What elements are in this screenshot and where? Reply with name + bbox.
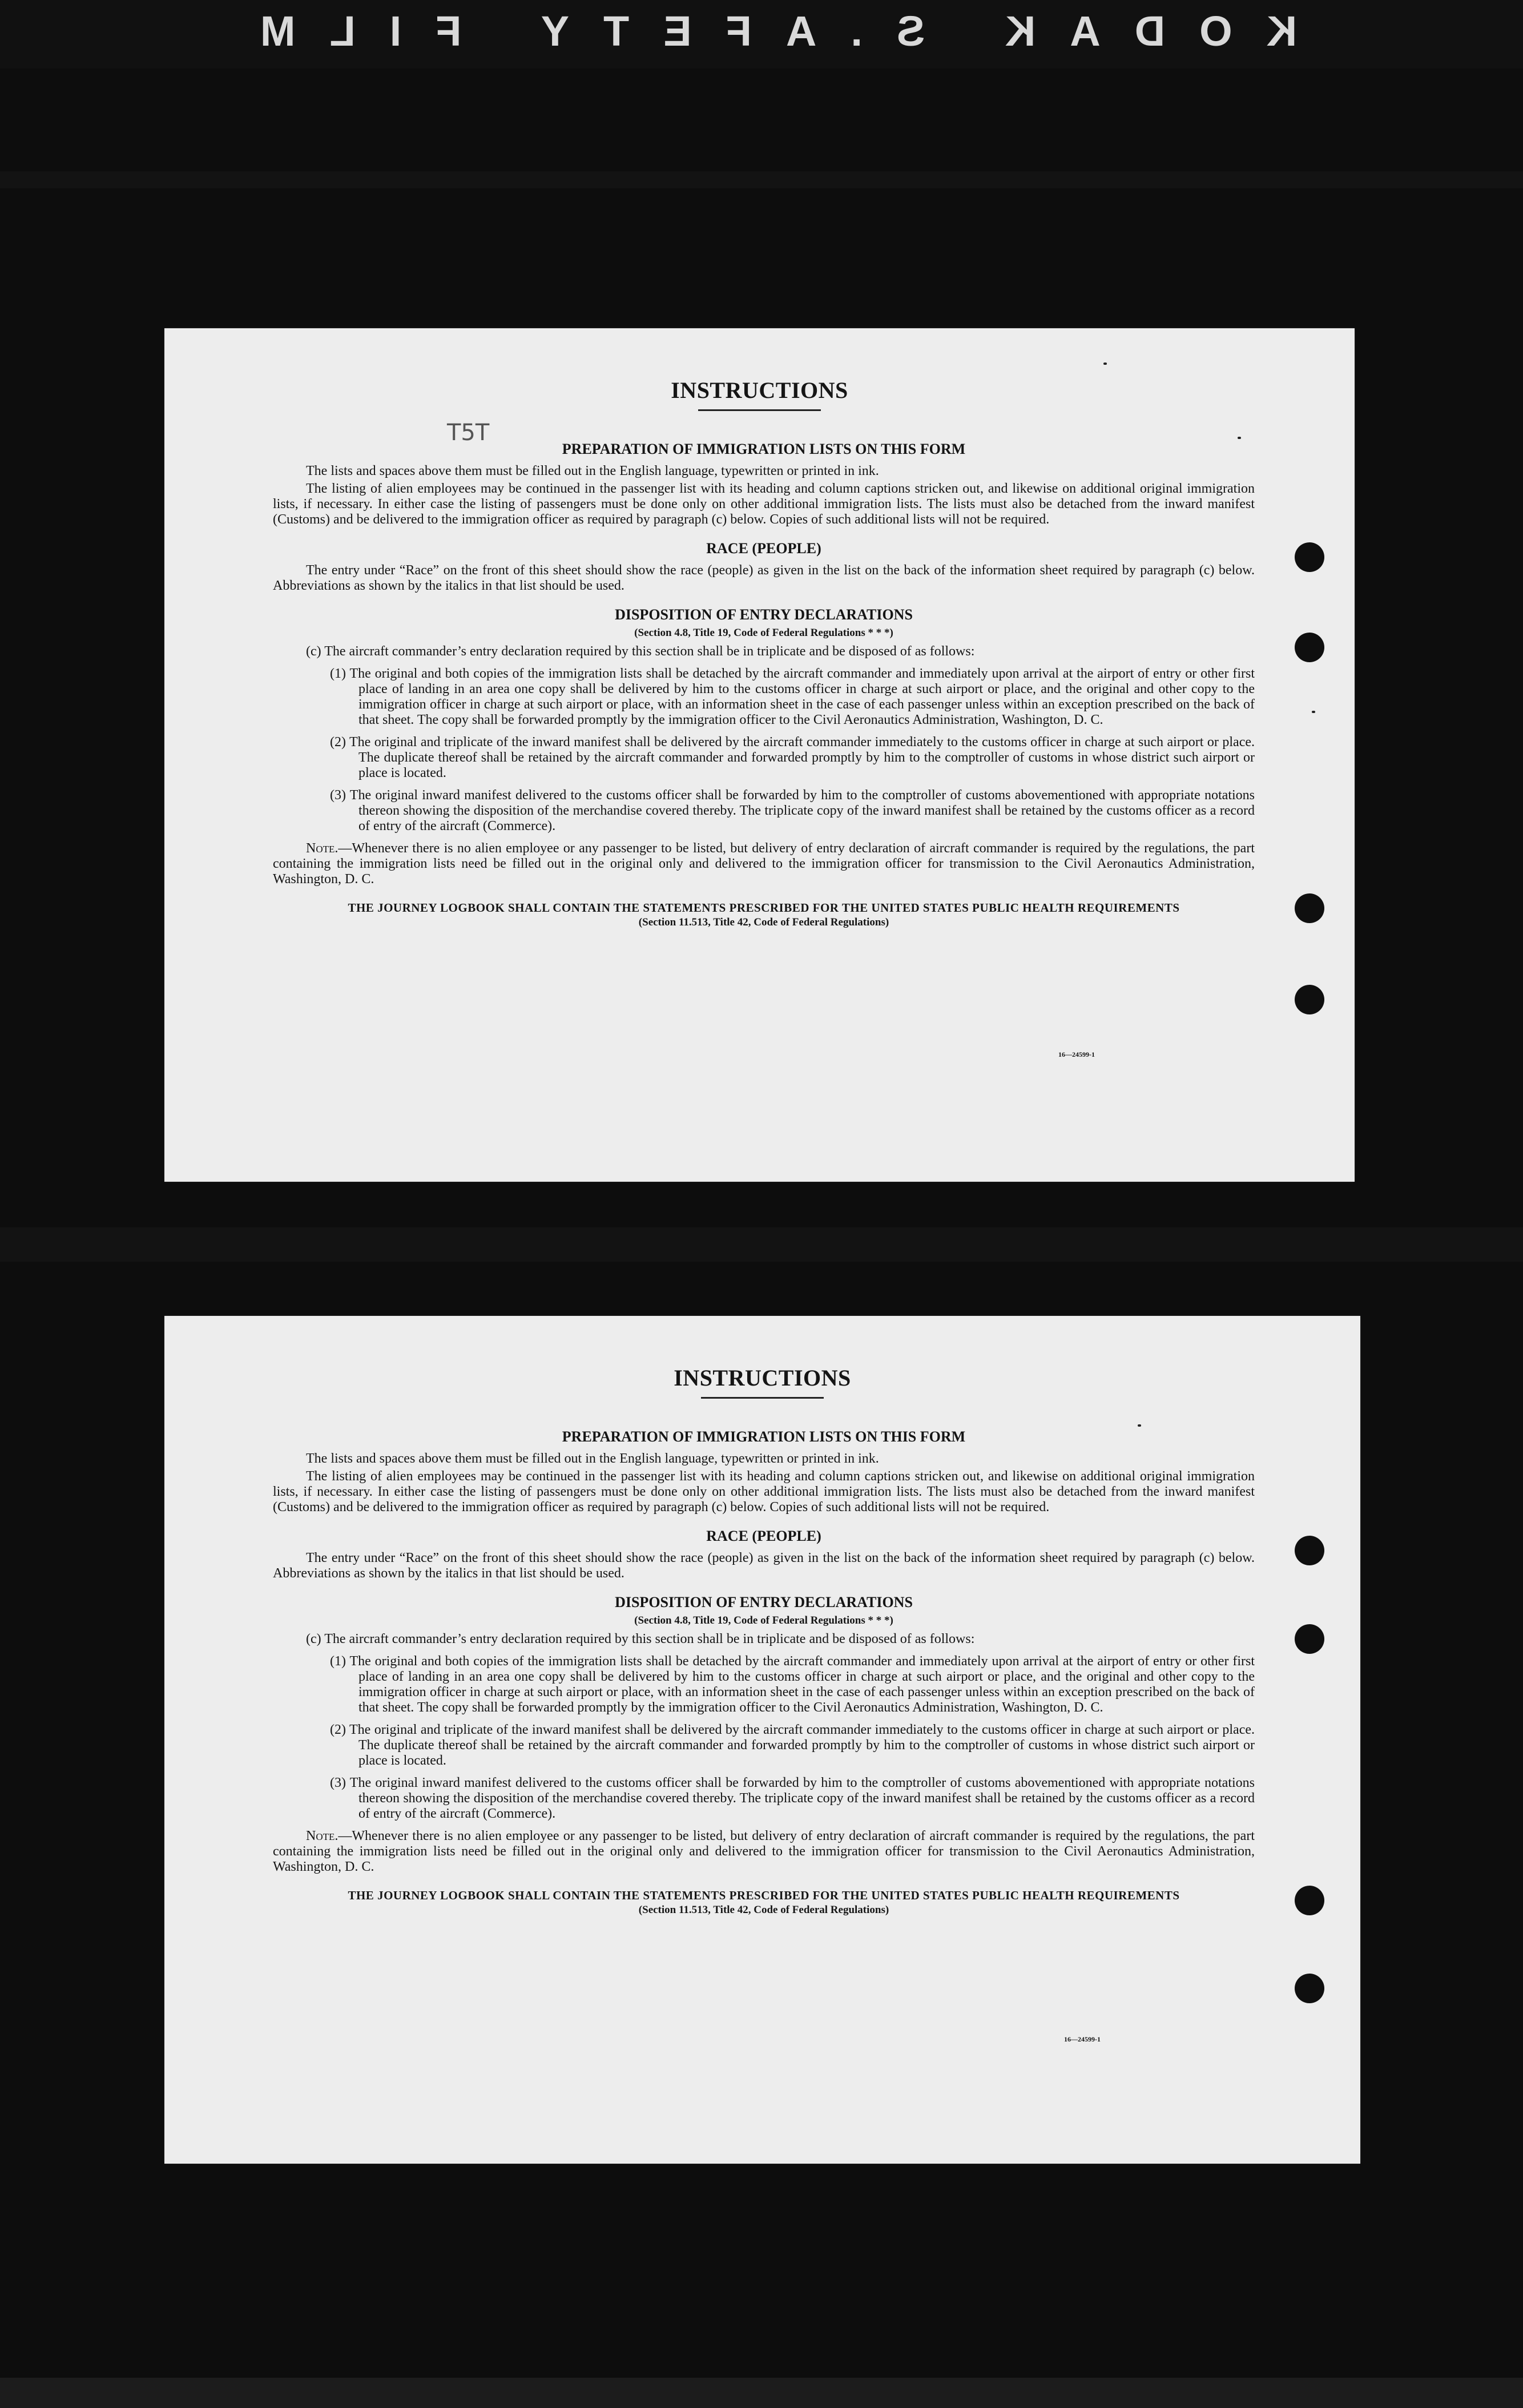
paragraph: The lists and spaces above them must be filled out in the English language, typewritten or printed in ink. — [306, 1451, 879, 1466]
section-heading-race: RACE (PEOPLE) — [706, 540, 821, 557]
form-number: 16—24599-1 — [1058, 1050, 1095, 1058]
final-citation: (Section 11.513, Title 42, Code of Federal Regulations) — [638, 1904, 889, 1916]
final-statement: THE JOURNEY LOGBOOK SHALL CONTAIN THE STATEMENTS PRESCRIBED FOR THE UNITED STATES PUBLIC HEALTH REQUIREMENTS — [348, 1888, 1180, 1902]
note-text: —Whenever there is no alien employee or any passenger to be listed, but delivery of entry declaration of aircraft commander is required by the regulations, the part containing the immigration lists need be filled out in the original only and delivered to the immigration officer for transmission to the Civil Aeronautics Administration, Washington, D. C. — [273, 1829, 1255, 1874]
scan-band — [0, 171, 1523, 188]
punch-hole — [1295, 1974, 1324, 2003]
document-page-bottom — [164, 1316, 1360, 2164]
citation: (Section 4.8, Title 19, Code of Federal Regulations * * *) — [634, 627, 893, 639]
paragraph: The listing of alien employees may be continued in the passenger list with its heading and column captions stricken out, and likewise on additional original immigration lists, if necessary. In either case the listing of passengers must be done only on other additional immigration lists. The lists must also be detached from the inward manifest (Customs) and be delivered to the immigration officer as required by paragraph (c) below. Copies of such additional lists will not be required. — [273, 481, 1255, 527]
speck — [1312, 711, 1315, 713]
instructions-body — [273, 428, 1255, 929]
paragraph: (c) The aircraft commander’s entry declaration required by this section shall be in triplicate and be disposed of as follows: — [306, 1632, 975, 1646]
film-edge-bottom — [0, 2378, 1523, 2408]
note-label: Note. — [306, 1829, 339, 1843]
paragraph: The entry under “Race” on the front of this sheet should show the race (people) as given in the list on the back of the information sheet required by paragraph (c) below. Abbreviations as shown by the italics in that list should be used. — [273, 1551, 1255, 1581]
speck — [1103, 363, 1107, 365]
paragraph: (c) The aircraft commander’s entry declaration required by this section shall be in triplicate and be disposed of as follows: — [306, 644, 975, 659]
citation: (Section 4.8, Title 19, Code of Federal Regulations * * *) — [634, 1614, 893, 1626]
paragraph: The listing of alien employees may be continued in the passenger list with its heading and column captions stricken out, and likewise on additional original immigration lists, if necessary. In either case the listing of passengers must be done only on other additional immigration lists. The lists must also be detached from the inward manifest (Customs) and be delivered to the immigration officer as required by paragraph (c) below. Copies of such additional lists will not be required. — [273, 1469, 1255, 1515]
instructions-body — [273, 1416, 1255, 1916]
paragraph: The entry under “Race” on the front of this sheet should show the race (people) as given in the list on the back of the information sheet required by paragraph (c) below. Abbreviations as shown by the italics in that list should be used. — [273, 563, 1255, 593]
punch-hole — [1295, 1624, 1324, 1654]
speck — [1238, 437, 1241, 439]
pencil-annotation: T5T — [447, 420, 490, 446]
list-item: (1) The original and both copies of the immigration lists shall be detached by the aircraft commander and immediately upon arrival at the airport of entry or other first place of landing in an area one copy shall be delivered by him to the customs officer in charge at such airport or place, and the original and other copy to the immigration officer in charge at such airport or place, with an information sheet in the case of each passenger unless within an exception prescribed on the back of that sheet. The copy shall be forwarded promptly by the immigration officer to the Civil Aeronautics Administration, Washington, D. C. — [330, 1654, 1255, 1715]
final-statement: THE JOURNEY LOGBOOK SHALL CONTAIN THE STATEMENTS PRESCRIBED FOR THE UNITED STATES PUBLIC HEALTH REQUIREMENTS — [348, 901, 1180, 915]
page-title: INSTRUCTIONS — [674, 1365, 851, 1391]
section-heading-disposition: DISPOSITION OF ENTRY DECLARATIONS — [615, 606, 913, 623]
film-edge-text: KODAK S.AFETY FILM — [225, 7, 1298, 55]
punch-hole — [1295, 633, 1324, 662]
speck — [1138, 1424, 1141, 1427]
note-text: —Whenever there is no alien employee or any passenger to be listed, but delivery of entry declaration of aircraft commander is required by the regulations, the part containing the immigration lists need be filled out in the original only and delivered to the immigration officer for transmission to the Civil Aeronautics Administration, Washington, D. C. — [273, 841, 1255, 887]
document-page-top — [164, 328, 1355, 1182]
final-citation: (Section 11.513, Title 42, Code of Federal Regulations) — [638, 916, 889, 928]
list-item: (3) The original inward manifest delivered to the customs officer shall be forwarded by him to the comptroller of customs abovementioned with appropriate notations thereon showing the disposition of the merchandise covered thereby. The triplicate copy of the inward manifest shall be retained by the customs officer as a record of entry of the aircraft (Commerce). — [330, 788, 1255, 833]
punch-hole — [1295, 1536, 1324, 1565]
punch-hole — [1295, 1886, 1324, 1915]
film-edge — [0, 0, 1523, 69]
title-underline — [701, 1397, 824, 1399]
list-item: (3) The original inward manifest delivered to the customs officer shall be forwarded by him to the comptroller of customs abovementioned with appropriate notations thereon showing the disposition of the merchandise covered thereby. The triplicate copy of the inward manifest shall be retained by the customs officer as a record of entry of the aircraft (Commerce). — [330, 1775, 1255, 1821]
list-item: (2) The original and triplicate of the inward manifest shall be delivered by the aircraft commander immediately to the customs officer in charge at such airport or place. The duplicate thereof shall be retained by the aircraft commander and forwarded promptly by him to the comptroller of customs in whose district such airport or place is located. — [330, 735, 1255, 780]
paragraph: The lists and spaces above them must be filled out in the English language, typewritten or printed in ink. — [306, 464, 879, 478]
list-item: (2) The original and triplicate of the inward manifest shall be delivered by the aircraft commander immediately to the customs officer in charge at such airport or place. The duplicate thereof shall be retained by the aircraft commander and forwarded promptly by him to the comptroller of customs in whose district such airport or place is located. — [330, 1722, 1255, 1768]
form-number: 16—24599-1 — [1064, 2035, 1101, 2043]
note-paragraph — [273, 841, 1255, 887]
list-item: (1) The original and both copies of the immigration lists shall be detached by the aircraft commander and immediately upon arrival at the airport of entry or other first place of landing in an area one copy shall be delivered by him to the customs officer in charge at such airport or place, and the original and other copy to the immigration officer in charge at such airport or place, with an information sheet in the case of each passenger unless within an exception prescribed on the back of that sheet. The copy shall be forwarded promptly by the immigration officer to the Civil Aeronautics Administration, Washington, D. C. — [330, 666, 1255, 727]
section-heading-preparation: PREPARATION OF IMMIGRATION LISTS ON THIS FORM — [562, 441, 966, 457]
note-label: Note. — [306, 841, 339, 856]
punch-hole — [1295, 542, 1324, 572]
section-heading-preparation: PREPARATION OF IMMIGRATION LISTS ON THIS FORM — [562, 1428, 966, 1445]
section-heading-race: RACE (PEOPLE) — [706, 1528, 821, 1544]
note-paragraph — [273, 1829, 1255, 1875]
title-underline — [698, 409, 821, 411]
punch-hole — [1295, 985, 1324, 1014]
scan-band — [0, 1227, 1523, 1262]
section-heading-disposition: DISPOSITION OF ENTRY DECLARATIONS — [615, 1594, 913, 1610]
page-title: INSTRUCTIONS — [671, 377, 848, 403]
punch-hole — [1295, 893, 1324, 923]
